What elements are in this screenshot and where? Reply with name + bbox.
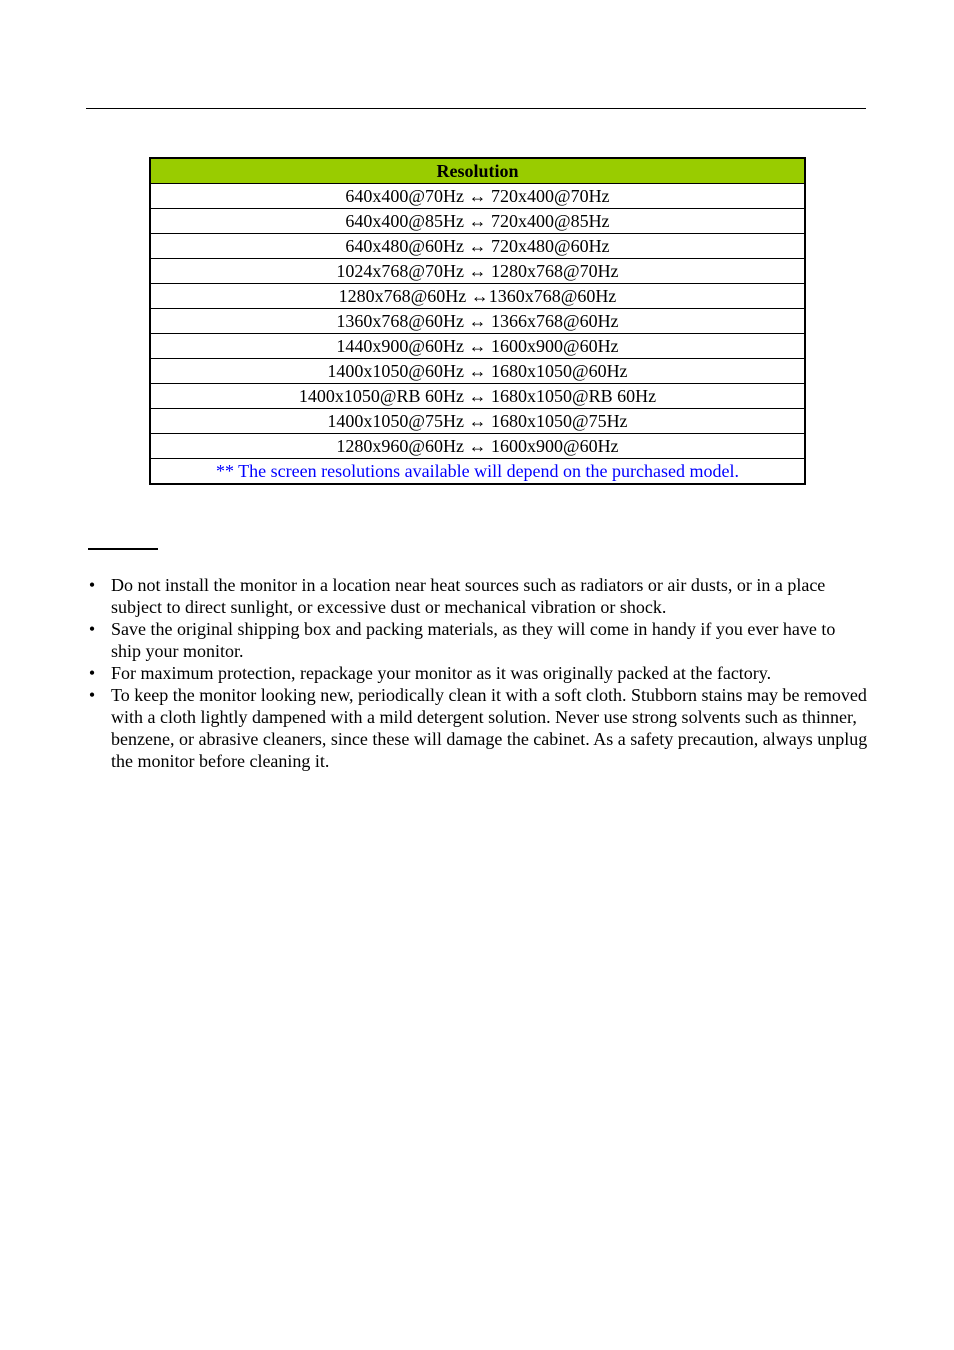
list-item [86,574,868,618]
list-item [86,684,868,772]
table-row [150,309,805,334]
table-cell: 1440x900@60Hz ↔ 1600x900@60Hz [150,334,805,359]
care-notes-list [86,574,868,772]
table-row [150,434,805,459]
bullet: • [88,619,96,639]
table-note: ** The screen resolutions available will depend on the purchased model. [150,459,805,485]
table-row [150,284,805,309]
table-row [150,234,805,259]
table-cell: 1280x768@60Hz ↔1360x768@60Hz [150,284,805,309]
table-row [150,184,805,209]
table-row [150,334,805,359]
table-cell: 1024x768@70Hz ↔ 1280x768@70Hz [150,259,805,284]
list-item-text: To keep the monitor looking new, periodically clean it with a soft cloth. Stubborn stains may be removed with a cloth lightly dampened with a mild detergent solution. Never use strong solvents such as thinner, benzene, or abrasive cleaners, since these will damage the cabinet. As a safety precaution, always unplug the monitor before cleaning it. [111,685,868,771]
resolution-table [149,157,806,485]
table-note-row [150,459,805,485]
list-item [86,618,868,662]
table-row [150,409,805,434]
table-cell: 640x400@85Hz ↔ 720x400@85Hz [150,209,805,234]
section-heading-underline [88,548,158,550]
list-item [86,662,868,684]
table-cell: 1360x768@60Hz ↔ 1366x768@60Hz [150,309,805,334]
table-cell: 1400x1050@RB 60Hz ↔ 1680x1050@RB 60Hz [150,384,805,409]
table-cell: 1280x960@60Hz ↔ 1600x900@60Hz [150,434,805,459]
table-row [150,209,805,234]
table-cell: 1400x1050@75Hz ↔ 1680x1050@75Hz [150,409,805,434]
header-rule [86,108,866,109]
bullet: • [88,663,96,683]
table-cell: 1400x1050@60Hz ↔ 1680x1050@60Hz [150,359,805,384]
table-row [150,259,805,284]
table-row [150,359,805,384]
list-item-text: Do not install the monitor in a location near heat sources such as radiators or air dusts, or in a place subject to direct sunlight, or excessive dust or mechanical vibration or shock. [111,575,826,617]
table-row [150,384,805,409]
table-header-row [150,158,805,184]
bullet: • [88,575,96,595]
bullet: • [88,685,96,705]
list-item-text: For maximum protection, repackage your monitor as it was originally packed at the factory. [111,663,772,683]
table-cell: 640x480@60Hz ↔ 720x480@60Hz [150,234,805,259]
list-item-text: Save the original shipping box and packing materials, as they will come in handy if you ever have to ship your monitor. [111,619,836,661]
table-header-resolution: Resolution [150,158,805,184]
table-cell: 640x400@70Hz ↔ 720x400@70Hz [150,184,805,209]
